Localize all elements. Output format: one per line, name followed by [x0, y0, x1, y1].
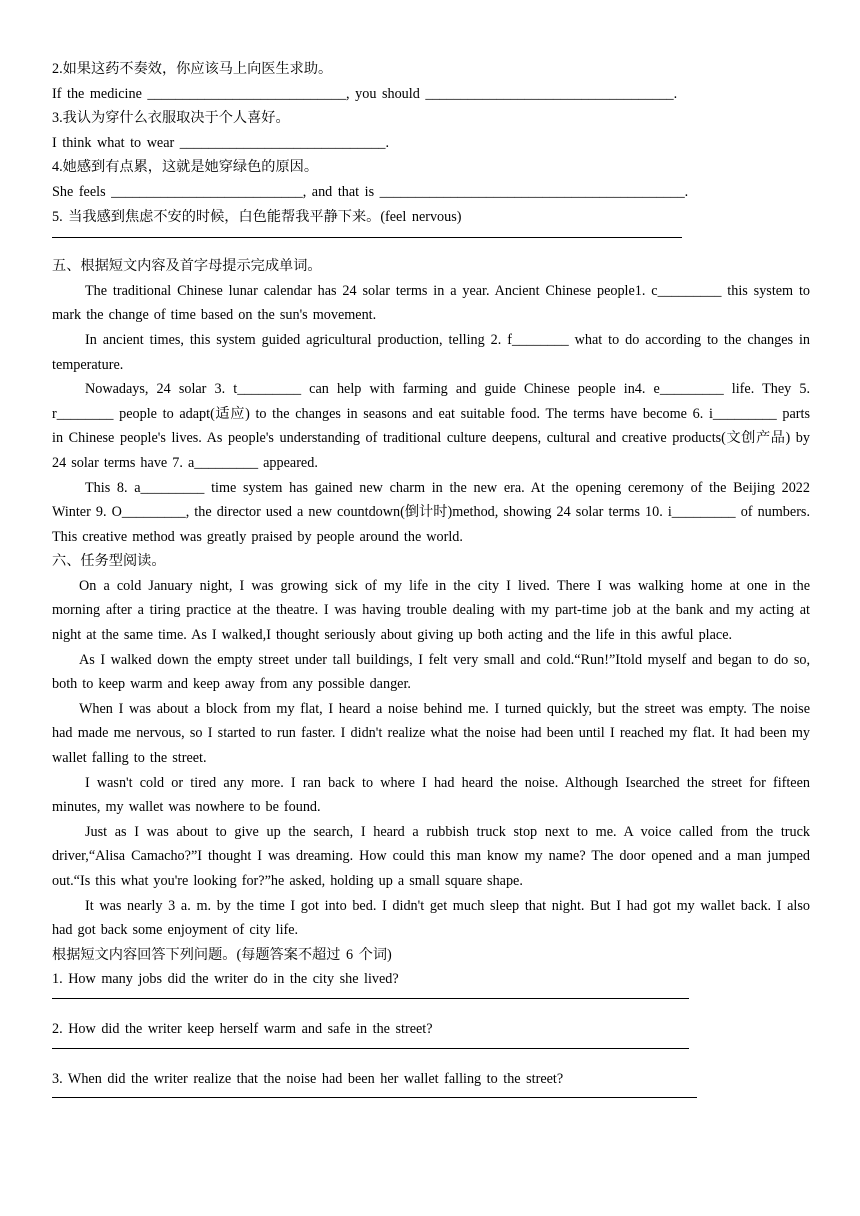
- translation-q4-english: She feels ___________________________, and that is ___________________________________________.: [52, 183, 689, 200]
- translation-q5-answer-line: [52, 229, 682, 238]
- reading-question-3: 3. When did the writer realize that the noise had been her wallet falling to the street?: [52, 1070, 564, 1087]
- reading-answer-line-3: [52, 1091, 697, 1098]
- section5-heading: 五、根据短文内容及首字母提示完成单词。: [52, 258, 322, 275]
- translation-q5-chinese: 5. 当我感到焦虑不安的时候，白色能帮我平静下来。(feel nervous): [52, 208, 462, 225]
- section6-paragraph-2: As I walked down the empty street under tall buildings, I felt very small and cold.“Run!”Itold myself and began to do so, both to keep warm and keep away from any possible danger.: [52, 651, 810, 693]
- translation-q2-english: If the medicine ____________________________, you should ___________________________________.: [52, 85, 678, 102]
- section6-heading: 六、任务型阅读。: [52, 553, 166, 570]
- reading-question-1: 1. How many jobs did the writer do in the city she lived?: [52, 971, 399, 988]
- section5-paragraph-4: This 8. a_________ time system has gained new charm in the new era. At the opening ceremony of the Beijing 2022 Winter 9. O_________, the director used a new countdown(倒计时)method, showing 24 solar terms 10. i_________ of numbers. This creative method was greatly praised by people around the world.: [52, 479, 810, 545]
- section6-paragraph-1: On a cold January night, I was growing sick of my life in the city I lived. There I was walking home at one in the morning after a tiring practice at the theatre. I was having trouble dealing with my part-time job at the bank and my acting at night at the same time. As I walked,I thought seriously about giving up both acting and the life in this awful place.: [52, 577, 810, 644]
- section5-paragraph-3: Nowadays, 24 solar 3. t_________ can help with farming and guide Chinese people in4. e_________ life. They 5. r________ people to adapt(适应) to the changes in seasons and eat suitable food. The terms have become 6. i_________ parts in Chinese people's lives. As people's understanding of traditional culture deepens, cultural and creative products(文创产品) by 24 solar terms have 7. a_________ appeared.: [52, 381, 810, 471]
- translation-q2-chinese: 2.如果这药不奏效，你应该马上向医生求助。: [52, 61, 333, 77]
- translation-q3-chinese: 3.我认为穿什么衣服取决于个人喜好。: [52, 110, 290, 127]
- translation-q3-english: I think what to wear _____________________________.: [52, 134, 390, 151]
- section6-paragraph-5: Just as I was about to give up the search, I heard a rubbish truck stop next to me. A voice called from the truck driver,“Alisa Camacho?”I thought I was dreaming. How could this man know my name? The door opened and a man jumped out.“Is this what you're looking for?”he asked, holding up a small square shape.: [52, 823, 810, 889]
- translation-q4-chinese: 4.她感到有点累，这就是她穿绿色的原因。: [52, 159, 319, 176]
- section6-paragraph-3: When I was about a block from my flat, I heard a noise behind me. I turned quickly, but the street was empty. The noise had made me nervous, so I started to run faster. I didn't realize what the noise had been until I reached my flat. It had been my wallet falling to the street.: [52, 700, 810, 767]
- section6-paragraph-4: I wasn't cold or tired any more. I ran back to where I had heard the noise. Although Isearched the street for fifteen minutes, my wallet was nowhere to be found.: [52, 774, 810, 816]
- worksheet-page: [52, 57, 810, 1098]
- reading-answer-line-2: [52, 1042, 689, 1049]
- section5-paragraph-1: The traditional Chinese lunar calendar has 24 solar terms in a year. Ancient Chinese people1. c_________ this system to mark the change of time based on the sun's movement.: [52, 282, 810, 324]
- reading-question-2: 2. How did the writer keep herself warm and safe in the street?: [52, 1020, 433, 1037]
- reading-answer-line-1: [52, 992, 689, 999]
- section6-paragraph-6: It was nearly 3 a. m. by the time I got into bed. I didn't get much sleep that night. But I had got my wallet back. I also had got back some enjoyment of city life.: [52, 897, 810, 939]
- section5-paragraph-2: In ancient times, this system guided agricultural production, telling 2. f________ what to do according to the changes in temperature.: [52, 331, 810, 373]
- section6-instruction: 根据短文内容回答下列问题。(每题答案不超过 6 个词): [52, 946, 392, 963]
